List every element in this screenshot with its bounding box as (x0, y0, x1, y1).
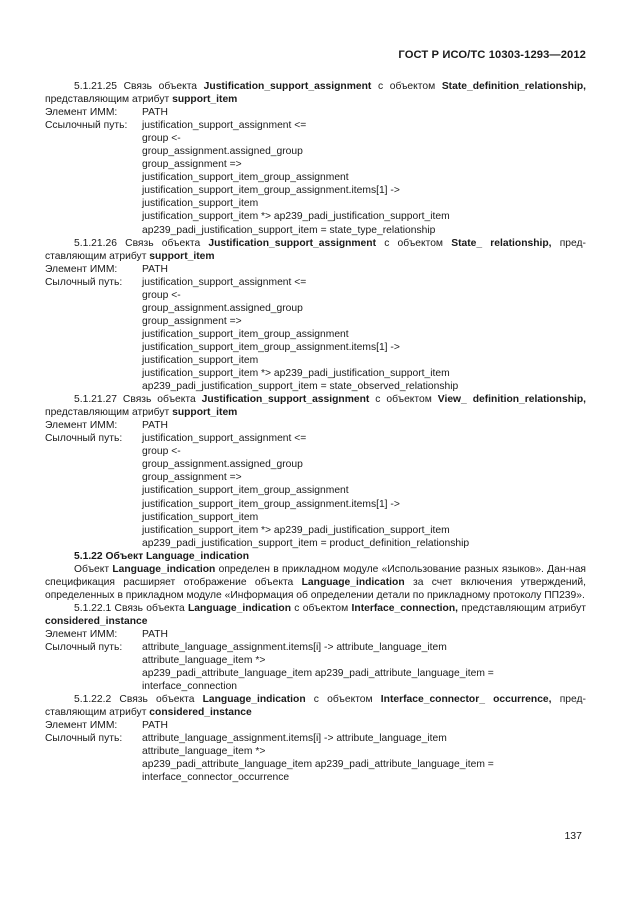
path-line: interface_connection (142, 681, 238, 693)
path-line: justification_support_item *> ap239_padi_justification_support_item (142, 211, 450, 223)
page-content (45, 80, 586, 785)
section-heading: 5.1.22.1 Связь объекта Language_indication с объектом Interface_connection, представляющим атрибут considered_instance (45, 602, 586, 627)
path-row: Сылочный путь: attribute_language_assignment.items[i] -> attribute_language_item (45, 733, 447, 745)
path-line: ap239_padi_attribute_language_item ap239_padi_attribute_language_item = (142, 759, 494, 771)
section-heading: 5.1.21.26 Связь объекта Justification_support_assignment с объектом State_ relationship, пред-ставляющим атрибут support_item (45, 237, 586, 262)
path-line: ap239_padi_justification_support_item = state_type_relationship (142, 224, 436, 236)
path-line: ap239_padi_justification_support_item = product_definition_relationship (142, 537, 470, 549)
path-line: justification_support_item *> ap239_padi_justification_support_item (142, 524, 450, 536)
path-line: group_assignment => (142, 315, 242, 327)
path-row: Ссылочный путь: justification_support_assignment <= (45, 120, 307, 132)
path-line: ap239_padi_justification_support_item = state_observed_relationship (142, 381, 459, 393)
section-heading: 5.1.21.25 Связь объекта Justification_support_assignment с объектом State_definition_relationship, представляющим атрибут support_item (45, 81, 586, 106)
path-line: attribute_language_item *> (142, 655, 266, 667)
path-line: justification_support_item (142, 198, 259, 210)
path-line: group_assignment.assigned_group (142, 146, 303, 158)
standard-header: ГОСТ Р ИСО/ТС 10303-1293—2012 (398, 49, 586, 61)
section-heading: 5.1.22.2 Связь объекта Language_indication с объектом Interface_connector_ occurrence, пред-ставляющим атрибут considered_instance (45, 694, 586, 719)
path-line: group <- (142, 133, 181, 145)
path-line: group <- (142, 289, 181, 301)
path-line: justification_support_item_group_assignment.items[1] -> (142, 498, 400, 510)
path-row: Сылочный путь: justification_support_assignment <= (45, 276, 307, 288)
object-heading: 5.1.22 Объект Language_indication (74, 550, 249, 562)
path-line: interface_connector_occurrence (142, 772, 290, 784)
element-row: Элемент ИММ: PATH (45, 628, 168, 640)
path-line: justification_support_item (142, 511, 259, 523)
path-line: group_assignment => (142, 159, 242, 171)
path-row: Сылочный путь: attribute_language_assignment.items[i] -> attribute_language_item (45, 642, 447, 654)
path-line: group_assignment.assigned_group (142, 302, 303, 314)
path-line: attribute_language_item *> (142, 746, 266, 758)
element-row: Элемент ИММ: PATH (45, 420, 168, 432)
path-line: group <- (142, 446, 181, 458)
element-row: Элемент ИММ: PATH (45, 263, 168, 275)
path-line: group_assignment.assigned_group (142, 459, 303, 471)
element-row: Элемент ИММ: PATH (45, 720, 168, 732)
section-heading: 5.1.21.27 Связь объекта Justification_support_assignment с объектом View_ definition_relationship, представляющим атрибут support_item (45, 394, 586, 419)
object-paragraph: Объект Language_indication определен в прикладном модуле «Использование разных языков». Дан-ная спецификация расширяет отображение объекта Language_indication за счет включения утверждений, определенных в прикладном модуле «Информация об определении детали по прикладному протоколу ПП239». (45, 563, 586, 601)
path-line: justification_support_item_group_assignment.items[1] -> (142, 185, 400, 197)
path-row: Сылочный путь: justification_support_assignment <= (45, 433, 307, 445)
path-line: ap239_padi_attribute_language_item ap239_padi_attribute_language_item = (142, 668, 494, 680)
path-line: justification_support_item_group_assignment (142, 172, 349, 184)
path-line: justification_support_item *> ap239_padi_justification_support_item (142, 368, 450, 380)
path-line: justification_support_item (142, 354, 259, 366)
page-number: 137 (564, 830, 582, 842)
path-line: justification_support_item_group_assignment.items[1] -> (142, 341, 400, 353)
path-line: justification_support_item_group_assignment (142, 328, 349, 340)
path-line: justification_support_item_group_assignment (142, 485, 349, 497)
path-line: group_assignment => (142, 472, 242, 484)
element-row: Элемент ИММ: PATH (45, 107, 168, 119)
